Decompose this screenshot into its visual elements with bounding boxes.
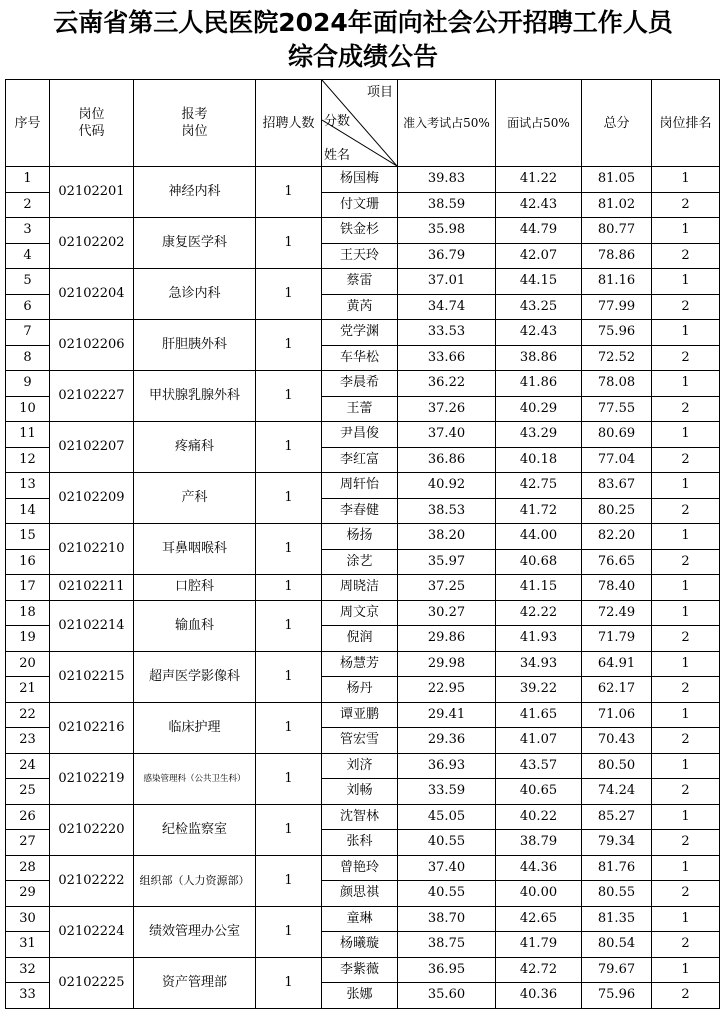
cell-rank: 1 — [652, 804, 720, 830]
cell-seq: 26 — [6, 804, 50, 830]
cell-position: 急诊内科 — [134, 269, 256, 320]
cell-count: 1 — [256, 218, 322, 269]
cell-code: 02102210 — [50, 524, 134, 575]
table-row — [6, 422, 720, 448]
cell-interview: 41.72 — [496, 498, 582, 524]
document-title: 云南省第三人民医院2024年面向社会公开招聘工作人员 — [53, 8, 673, 37]
cell-total: 81.05 — [582, 167, 652, 193]
cell-seq: 32 — [6, 957, 50, 983]
cell-seq: 16 — [6, 549, 50, 575]
cell-seq: 7 — [6, 320, 50, 346]
cell-position: 纪检监察室 — [134, 804, 256, 855]
cell-seq: 20 — [6, 651, 50, 677]
cell-total: 64.91 — [582, 651, 652, 677]
cell-seq: 2 — [6, 192, 50, 218]
cell-rank: 2 — [652, 396, 720, 422]
cell-name: 李春健 — [322, 498, 398, 524]
cell-name: 沈智林 — [322, 804, 398, 830]
cell-written: 36.22 — [398, 371, 496, 397]
cell-position: 超声医学影像科 — [134, 651, 256, 702]
cell-interview: 43.25 — [496, 294, 582, 320]
cell-written: 33.66 — [398, 345, 496, 371]
cell-name: 铁金杉 — [322, 218, 398, 244]
cell-written: 37.40 — [398, 855, 496, 881]
cell-interview: 42.65 — [496, 906, 582, 932]
cell-rank: 2 — [652, 294, 720, 320]
cell-written: 38.53 — [398, 498, 496, 524]
cell-name: 倪润 — [322, 626, 398, 652]
cell-name: 付文珊 — [322, 192, 398, 218]
results-table — [5, 79, 720, 1009]
cell-total: 79.34 — [582, 830, 652, 856]
cell-total: 81.76 — [582, 855, 652, 881]
cell-position: 肝胆胰外科 — [134, 320, 256, 371]
cell-interview: 42.75 — [496, 473, 582, 499]
table-row — [6, 906, 720, 932]
cell-name: 尹昌俊 — [322, 422, 398, 448]
cell-name: 王天玲 — [322, 243, 398, 269]
cell-name: 周文京 — [322, 600, 398, 626]
cell-written: 36.95 — [398, 957, 496, 983]
cell-code: 02102209 — [50, 473, 134, 524]
cell-total: 81.16 — [582, 269, 652, 295]
cell-code: 02102222 — [50, 855, 134, 906]
cell-interview: 44.15 — [496, 269, 582, 295]
cell-written: 35.97 — [398, 549, 496, 575]
cell-interview: 42.43 — [496, 320, 582, 346]
cell-count: 1 — [256, 600, 322, 651]
cell-rank: 2 — [652, 932, 720, 958]
cell-name: 黄芮 — [322, 294, 398, 320]
table-row — [6, 524, 720, 550]
cell-interview: 41.65 — [496, 702, 582, 728]
cell-interview: 44.36 — [496, 855, 582, 881]
cell-rank: 1 — [652, 320, 720, 346]
cell-seq: 25 — [6, 779, 50, 805]
cell-seq: 10 — [6, 396, 50, 422]
cell-written: 36.79 — [398, 243, 496, 269]
cell-seq: 30 — [6, 906, 50, 932]
cell-seq: 31 — [6, 932, 50, 958]
cell-rank: 1 — [652, 575, 720, 601]
cell-total: 82.20 — [582, 524, 652, 550]
cell-total: 85.27 — [582, 804, 652, 830]
header-diagonal-cell — [322, 80, 398, 167]
table-row — [6, 320, 720, 346]
document-subtitle: 综合成绩公告 — [287, 42, 438, 71]
cell-rank: 2 — [652, 498, 720, 524]
cell-written: 40.92 — [398, 473, 496, 499]
cell-position: 甲状腺乳腺外科 — [134, 371, 256, 422]
header-row — [6, 80, 720, 167]
cell-count: 1 — [256, 167, 322, 218]
cell-written: 38.70 — [398, 906, 496, 932]
cell-total: 77.99 — [582, 294, 652, 320]
cell-rank: 2 — [652, 830, 720, 856]
table-row — [6, 651, 720, 677]
cell-interview: 40.29 — [496, 396, 582, 422]
cell-written: 37.40 — [398, 422, 496, 448]
cell-written: 37.25 — [398, 575, 496, 601]
results-body — [6, 167, 720, 1009]
cell-seq: 9 — [6, 371, 50, 397]
table-row — [6, 473, 720, 499]
cell-name: 党学渊 — [322, 320, 398, 346]
cell-position: 神经内科 — [134, 167, 256, 218]
table-row — [6, 804, 720, 830]
cell-total: 71.06 — [582, 702, 652, 728]
header-interview: 面试占50% — [496, 80, 582, 167]
cell-rank: 1 — [652, 600, 720, 626]
cell-interview: 39.22 — [496, 677, 582, 703]
table-row — [6, 753, 720, 779]
cell-rank: 1 — [652, 218, 720, 244]
cell-name: 李紫薇 — [322, 957, 398, 983]
cell-count: 1 — [256, 575, 322, 601]
cell-total: 78.86 — [582, 243, 652, 269]
cell-seq: 23 — [6, 728, 50, 754]
cell-rank: 2 — [652, 345, 720, 371]
cell-seq: 3 — [6, 218, 50, 244]
cell-name: 周晓洁 — [322, 575, 398, 601]
cell-total: 72.49 — [582, 600, 652, 626]
header-item-label: 项目 — [366, 85, 393, 100]
cell-count: 1 — [256, 422, 322, 473]
cell-total: 80.50 — [582, 753, 652, 779]
cell-rank: 2 — [652, 728, 720, 754]
cell-name: 张娜 — [322, 983, 398, 1009]
table-row — [6, 600, 720, 626]
cell-rank: 1 — [652, 371, 720, 397]
cell-interview: 41.86 — [496, 371, 582, 397]
cell-total: 71.79 — [582, 626, 652, 652]
cell-total: 80.54 — [582, 932, 652, 958]
cell-interview: 44.00 — [496, 524, 582, 550]
cell-total: 78.08 — [582, 371, 652, 397]
header-count: 招聘人数 — [256, 80, 322, 167]
cell-count: 1 — [256, 804, 322, 855]
cell-written: 38.75 — [398, 932, 496, 958]
cell-written: 40.55 — [398, 881, 496, 907]
cell-written: 33.59 — [398, 779, 496, 805]
cell-code: 02102216 — [50, 702, 134, 753]
cell-written: 37.01 — [398, 269, 496, 295]
cell-rank: 2 — [652, 983, 720, 1009]
cell-code: 02102206 — [50, 320, 134, 371]
table-row — [6, 167, 720, 193]
cell-interview: 43.29 — [496, 422, 582, 448]
header-rank: 岗位排名 — [652, 80, 720, 167]
cell-position: 输血科 — [134, 600, 256, 651]
cell-total: 80.69 — [582, 422, 652, 448]
cell-interview: 40.68 — [496, 549, 582, 575]
cell-code: 02102214 — [50, 600, 134, 651]
table-row — [6, 575, 720, 601]
cell-seq: 19 — [6, 626, 50, 652]
cell-total: 74.24 — [582, 779, 652, 805]
cell-interview: 40.00 — [496, 881, 582, 907]
cell-code: 02102220 — [50, 804, 134, 855]
cell-seq: 29 — [6, 881, 50, 907]
table-row — [6, 957, 720, 983]
cell-rank: 1 — [652, 855, 720, 881]
cell-name: 杨丹 — [322, 677, 398, 703]
cell-count: 1 — [256, 371, 322, 422]
cell-count: 1 — [256, 855, 322, 906]
cell-rank: 1 — [652, 524, 720, 550]
cell-code: 02102202 — [50, 218, 134, 269]
cell-seq: 17 — [6, 575, 50, 601]
cell-code: 02102201 — [50, 167, 134, 218]
cell-position: 感染管理科（公共卫生科） — [134, 753, 256, 804]
cell-position: 疼痛科 — [134, 422, 256, 473]
cell-total: 75.96 — [582, 983, 652, 1009]
cell-seq: 28 — [6, 855, 50, 881]
cell-count: 1 — [256, 473, 322, 524]
cell-seq: 11 — [6, 422, 50, 448]
cell-total: 81.02 — [582, 192, 652, 218]
cell-position: 资产管理部 — [134, 957, 256, 1008]
cell-rank: 2 — [652, 549, 720, 575]
cell-count: 1 — [256, 651, 322, 702]
cell-interview: 42.22 — [496, 600, 582, 626]
cell-rank: 1 — [652, 473, 720, 499]
cell-name: 车华松 — [322, 345, 398, 371]
cell-rank: 2 — [652, 881, 720, 907]
cell-seq: 6 — [6, 294, 50, 320]
cell-written: 38.59 — [398, 192, 496, 218]
cell-interview: 41.93 — [496, 626, 582, 652]
header-seq: 序号 — [6, 80, 50, 167]
cell-written: 36.86 — [398, 447, 496, 473]
cell-total: 79.67 — [582, 957, 652, 983]
cell-name: 童琳 — [322, 906, 398, 932]
cell-position: 耳鼻咽喉科 — [134, 524, 256, 575]
cell-code: 02102204 — [50, 269, 134, 320]
cell-code: 02102219 — [50, 753, 134, 804]
cell-name: 王蕾 — [322, 396, 398, 422]
header-code: 岗位 代码 — [50, 80, 134, 167]
cell-interview: 38.86 — [496, 345, 582, 371]
cell-total: 78.40 — [582, 575, 652, 601]
cell-rank: 2 — [652, 192, 720, 218]
cell-position: 康复医学科 — [134, 218, 256, 269]
cell-total: 72.52 — [582, 345, 652, 371]
cell-written: 33.53 — [398, 320, 496, 346]
cell-seq: 1 — [6, 167, 50, 193]
cell-rank: 1 — [652, 702, 720, 728]
cell-code: 02102207 — [50, 422, 134, 473]
cell-written: 22.95 — [398, 677, 496, 703]
cell-total: 76.65 — [582, 549, 652, 575]
cell-total: 70.43 — [582, 728, 652, 754]
cell-interview: 40.18 — [496, 447, 582, 473]
cell-name: 曾艳玲 — [322, 855, 398, 881]
cell-seq: 13 — [6, 473, 50, 499]
cell-written: 35.60 — [398, 983, 496, 1009]
cell-count: 1 — [256, 906, 322, 957]
cell-interview: 42.07 — [496, 243, 582, 269]
cell-name: 杨扬 — [322, 524, 398, 550]
header-position: 报考 岗位 — [134, 80, 256, 167]
cell-written: 40.55 — [398, 830, 496, 856]
cell-interview: 42.72 — [496, 957, 582, 983]
cell-written: 39.83 — [398, 167, 496, 193]
cell-interview: 38.79 — [496, 830, 582, 856]
cell-count: 1 — [256, 957, 322, 1008]
cell-seq: 8 — [6, 345, 50, 371]
header-written: 准入考试占50% — [398, 80, 496, 167]
cell-rank: 1 — [652, 906, 720, 932]
cell-name: 蔡雷 — [322, 269, 398, 295]
cell-interview: 40.65 — [496, 779, 582, 805]
cell-seq: 27 — [6, 830, 50, 856]
cell-seq: 15 — [6, 524, 50, 550]
cell-seq: 22 — [6, 702, 50, 728]
cell-position: 组织部（人力资源部） — [134, 855, 256, 906]
cell-total: 83.67 — [582, 473, 652, 499]
cell-position: 口腔科 — [134, 575, 256, 601]
cell-seq: 21 — [6, 677, 50, 703]
cell-name: 刘济 — [322, 753, 398, 779]
cell-interview: 43.57 — [496, 753, 582, 779]
cell-name: 张科 — [322, 830, 398, 856]
cell-name: 杨曦璇 — [322, 932, 398, 958]
cell-position: 产科 — [134, 473, 256, 524]
cell-code: 02102215 — [50, 651, 134, 702]
cell-name: 涂艺 — [322, 549, 398, 575]
cell-name: 谭亚鹏 — [322, 702, 398, 728]
cell-code: 02102227 — [50, 371, 134, 422]
cell-position: 临床护理 — [134, 702, 256, 753]
cell-code: 02102225 — [50, 957, 134, 1008]
cell-seq: 4 — [6, 243, 50, 269]
table-row — [6, 702, 720, 728]
cell-rank: 1 — [652, 422, 720, 448]
cell-seq: 5 — [6, 269, 50, 295]
cell-rank: 1 — [652, 269, 720, 295]
cell-rank: 2 — [652, 243, 720, 269]
cell-name: 颜思祺 — [322, 881, 398, 907]
cell-count: 1 — [256, 524, 322, 575]
cell-name: 管宏雪 — [322, 728, 398, 754]
cell-rank: 2 — [652, 677, 720, 703]
cell-interview: 41.22 — [496, 167, 582, 193]
cell-name: 杨慧芳 — [322, 651, 398, 677]
cell-position: 绩效管理办公室 — [134, 906, 256, 957]
cell-rank: 1 — [652, 753, 720, 779]
cell-written: 36.93 — [398, 753, 496, 779]
table-row — [6, 269, 720, 295]
cell-written: 30.27 — [398, 600, 496, 626]
header-score-label: 分数 — [324, 114, 351, 129]
table-row — [6, 855, 720, 881]
cell-total: 62.17 — [582, 677, 652, 703]
cell-interview: 41.15 — [496, 575, 582, 601]
cell-total: 80.25 — [582, 498, 652, 524]
cell-seq: 12 — [6, 447, 50, 473]
cell-written: 29.98 — [398, 651, 496, 677]
cell-seq: 33 — [6, 983, 50, 1009]
cell-written: 29.36 — [398, 728, 496, 754]
header-name-label: 姓名 — [324, 148, 351, 163]
cell-interview: 40.36 — [496, 983, 582, 1009]
cell-total: 77.04 — [582, 447, 652, 473]
cell-rank: 1 — [652, 167, 720, 193]
cell-name: 李晨希 — [322, 371, 398, 397]
cell-code: 02102224 — [50, 906, 134, 957]
cell-seq: 24 — [6, 753, 50, 779]
cell-total: 77.55 — [582, 396, 652, 422]
header-total: 总分 — [582, 80, 652, 167]
cell-interview: 40.22 — [496, 804, 582, 830]
cell-written: 38.20 — [398, 524, 496, 550]
cell-total: 75.96 — [582, 320, 652, 346]
cell-interview: 42.43 — [496, 192, 582, 218]
cell-name: 刘畅 — [322, 779, 398, 805]
cell-count: 1 — [256, 753, 322, 804]
cell-code: 02102211 — [50, 575, 134, 601]
cell-count: 1 — [256, 320, 322, 371]
table-row — [6, 218, 720, 244]
cell-total: 80.55 — [582, 881, 652, 907]
cell-total: 80.77 — [582, 218, 652, 244]
cell-rank: 2 — [652, 779, 720, 805]
cell-count: 1 — [256, 269, 322, 320]
cell-name: 杨国梅 — [322, 167, 398, 193]
cell-seq: 18 — [6, 600, 50, 626]
cell-name: 周轩怡 — [322, 473, 398, 499]
table-row — [6, 371, 720, 397]
cell-written: 29.86 — [398, 626, 496, 652]
cell-written: 29.41 — [398, 702, 496, 728]
cell-interview: 41.79 — [496, 932, 582, 958]
cell-seq: 14 — [6, 498, 50, 524]
cell-interview: 34.93 — [496, 651, 582, 677]
cell-rank: 2 — [652, 447, 720, 473]
cell-rank: 1 — [652, 651, 720, 677]
cell-written: 37.26 — [398, 396, 496, 422]
cell-total: 81.35 — [582, 906, 652, 932]
cell-written: 45.05 — [398, 804, 496, 830]
cell-interview: 41.07 — [496, 728, 582, 754]
cell-rank: 2 — [652, 626, 720, 652]
cell-written: 35.98 — [398, 218, 496, 244]
cell-written: 34.74 — [398, 294, 496, 320]
cell-name: 李红富 — [322, 447, 398, 473]
cell-count: 1 — [256, 702, 322, 753]
cell-rank: 1 — [652, 957, 720, 983]
cell-interview: 44.79 — [496, 218, 582, 244]
